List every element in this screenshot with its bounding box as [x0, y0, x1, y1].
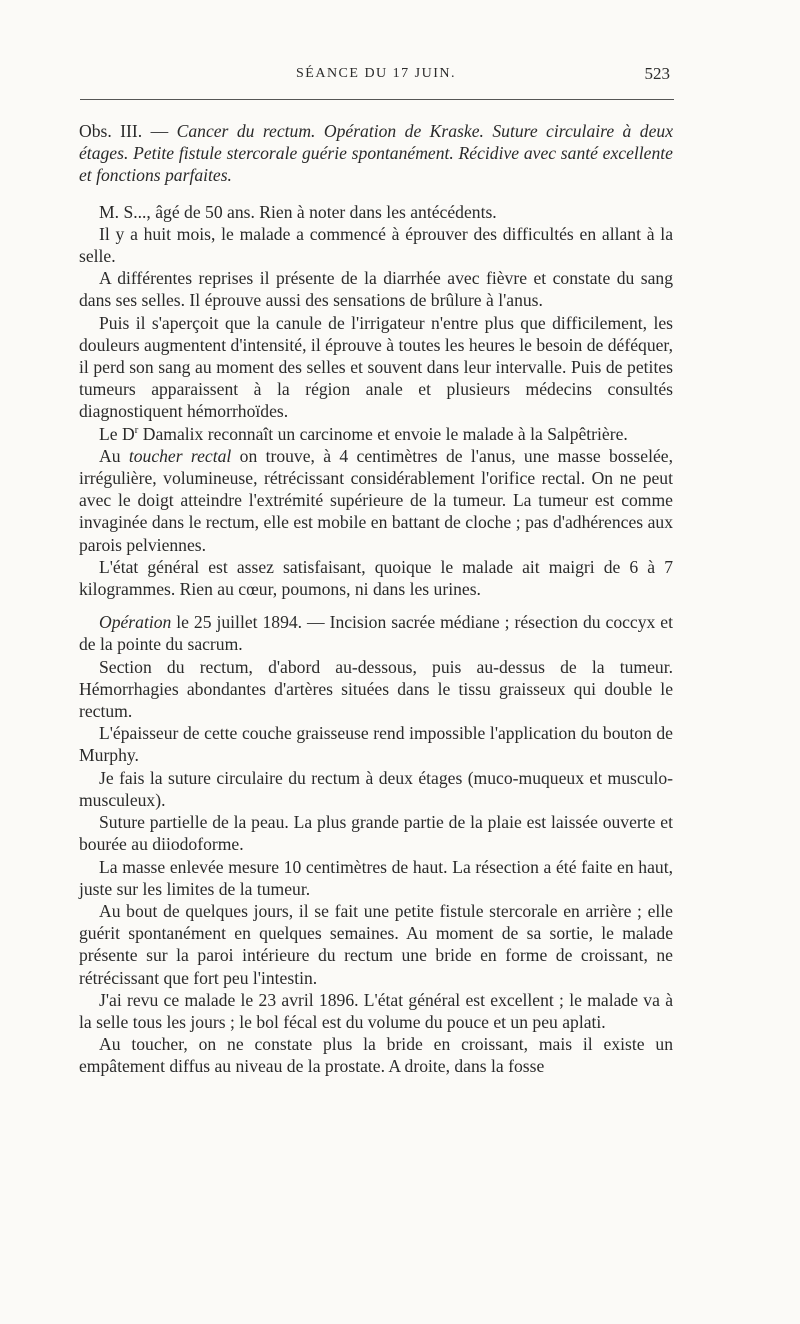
paragraph-7: L'état général est assez satisfaisant, quoique le malade ait maigri de 6 à 7 kilogrammes. Rien au cœur, poumons, ni dans les urines. — [79, 556, 673, 600]
observation-title: Cancer du rectum. Opération de Kraske. Suture circulaire à deux étages. Petite fistule stercorale guérie spontanément. Récidive avec santé excellente et fonctions parfaites. — [79, 121, 673, 186]
paragraph-4: Puis il s'aperçoit que la canule de l'irrigateur n'entre plus que difficilement, les douleurs augmentent d'intensité, il éprouve à toutes les heures le besoin de déféquer, il perd son sang au moment des selles et souvent dans leur intervalle. Puis de petites tumeurs apparaissent à la région anale et plusieurs médecins consultés diagnostiquent hémorrhoïdes. — [79, 312, 673, 422]
running-head: SÉANCE DU 17 JUIN. — [296, 66, 456, 81]
paragraph-5-superscript: r — [134, 423, 139, 436]
paragraph-10: L'épaisseur de cette couche graisseuse rend impossible l'application du bouton de Murphy. — [79, 723, 673, 766]
paragraph-5 — [79, 423, 673, 445]
paragraph-16: Au toucher, on ne constate plus la bride en croissant, mais il existe un empâtement diffus au niveau de la prostate. A droite, dans la fosse — [79, 1034, 673, 1077]
paragraph-6-italic: toucher rectal — [128, 445, 232, 466]
paragraph-2: Il y a huit mois, le malade a commencé à éprouver des difficultés en allant à la selle. — [79, 223, 673, 267]
observation-heading — [79, 120, 673, 187]
paragraph-11: Je fais la suture circulaire du rectum à deux étages (muco-muqueux et musculo-musculeux). — [79, 767, 673, 810]
paragraph-8 — [79, 611, 673, 655]
paragraph-14: Au bout de quelques jours, il se fait une petite fistule stercorale en arrière ; elle guérit spontanément en quelques semaines. Au moment de sa sortie, le malade présente sur la paroi intérieure du rectum une bride en forme de croissant, ne rétrécissant que fort peu l'intestin. — [79, 900, 673, 988]
paragraph-1: M. S..., âgé de 50 ans. Rien à noter dans les antécédents. — [99, 201, 497, 222]
paragraph-5-start: Le D — [99, 423, 135, 444]
paragraph-6-rest: on trouve, à 4 centimètres de l'anus, une masse bosselée, irrégulière, volumineuse, rétrécissant considérablement l'orifice rectal. On ne peut avec le doigt atteindre l'extrémité supérieure de la tumeur. La tumeur est comme invaginée dans le rectum, elle est mobile en battant de cloche ; pas d'adhérences aux parois pelviennes. — [79, 445, 673, 555]
paragraph-3: A différentes reprises il présente de la diarrhée avec fièvre et constate du sang dans ses selles. Il éprouve aussi des sensations de brûlure à l'anus. — [79, 268, 673, 311]
paragraph-8-rest: le 25 juillet 1894. — Incision sacrée médiane ; résection du coccyx et de la pointe du sacrum. — [79, 612, 673, 655]
paragraph-8-italic: Opération — [99, 612, 172, 633]
body-text — [79, 120, 673, 1078]
observation-label: Obs. III. — — [79, 121, 177, 141]
paragraph-5-rest: Damalix reconnaît un carcinome et envoie le malade à la Salpêtrière. — [138, 423, 628, 444]
header-rule — [80, 99, 674, 100]
paragraph-13: La masse enlevée mesure 10 centimètres de haut. La résection a été faite en haut, juste sur les limites de la tumeur. — [79, 856, 673, 899]
page-header — [80, 64, 672, 88]
paragraph-6-start: Au — [99, 445, 129, 466]
paragraph-15: J'ai revu ce malade le 23 avril 1896. L'état général est excellent ; le malade va à la selle tous les jours ; le bol fécal est du volume du pouce et un peu aplati. — [79, 989, 673, 1032]
page-number: 523 — [644, 64, 670, 83]
paragraph-9: Section du rectum, d'abord au-dessous, puis au-dessus de la tumeur. Hémorrhagies abondantes d'artères situées dans le tissu graisseux qui double le rectum. — [79, 656, 673, 722]
paragraph-6 — [79, 445, 673, 556]
paragraph-12: Suture partielle de la peau. La plus grande partie de la plaie est laissée ouverte et bourée au diiodoforme. — [79, 812, 673, 855]
